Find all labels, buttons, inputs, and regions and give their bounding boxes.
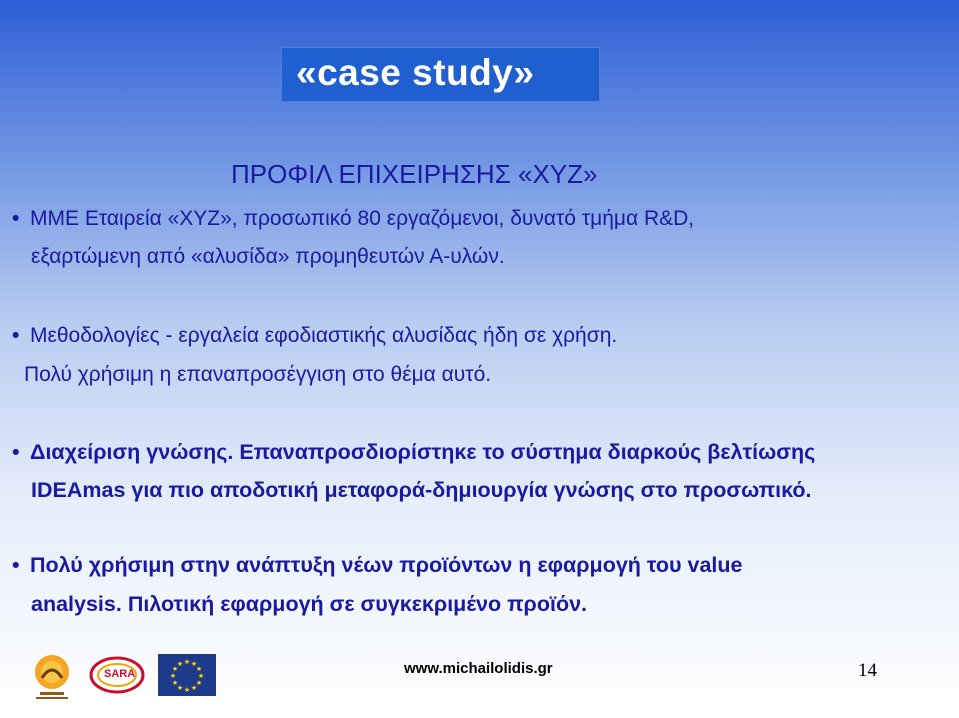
svg-text:★: ★ [195, 679, 203, 687]
bullet-3-line-1 [12, 440, 815, 465]
bullet-3-text-2: IDEAmas για πιο αποδοτική μεταφορά-δημιουργία γνώσης στο προσωπικό. [31, 478, 812, 502]
footer-website-url: www.michailolidis.gr [404, 660, 553, 677]
svg-text:★: ★ [197, 672, 205, 680]
bullet-dot: • [12, 324, 20, 347]
bullet-4-line-2 [31, 592, 587, 617]
svg-text:★: ★ [169, 672, 177, 680]
bullet-dot: • [12, 207, 20, 230]
bullet-4-line-1 [12, 553, 743, 578]
slide-title: «case study» [296, 52, 535, 93]
eu-flag-icon [158, 654, 216, 696]
bullet-dot: • [12, 553, 20, 577]
svg-text:★: ★ [190, 660, 198, 668]
bullet-4-text-2: analysis. Πιλοτική εφαρμογή σε συγκεκριμένο προϊόν. [31, 592, 588, 616]
svg-text:★: ★ [171, 679, 179, 687]
bullet-3-line-2 [31, 478, 811, 503]
svg-text:★: ★ [190, 684, 198, 692]
bullet-2-text-2: Πολύ χρήσιμη η επαναπροσέγγιση στο θέμα αυτό. [24, 363, 492, 386]
svg-text:★: ★ [176, 684, 184, 692]
bullet-3-text-1: Διαχείριση γνώσης. Επαναπροσδιορίστηκε το σύστημα διαρκούς βελτίωσης [30, 440, 816, 464]
svg-text:★: ★ [171, 665, 179, 673]
company-profile-heading: ΠΡΟΦΙΛ ΕΠΙΧΕΙΡΗΣΗΣ «XYZ» [231, 159, 598, 189]
bullet-1-text-2: εξαρτώμενη από «αλυσίδα» προμηθευτών Α-υλών. [31, 245, 505, 268]
bullet-2-line-1 [12, 324, 617, 348]
bullet-1-line-1 [12, 207, 694, 231]
svg-text:★: ★ [176, 660, 184, 668]
bullet-1-text-1: ΜΜΕ Εταιρεία «XYZ», προσωπικό 80 εργαζόμενοι, δυνατό τμήμα R&D, [30, 207, 695, 230]
bullet-1-line-2 [31, 245, 505, 269]
bullet-2-line-2 [24, 363, 491, 387]
svg-text:★: ★ [183, 658, 191, 666]
page-number: 14 [858, 660, 877, 681]
sara-logo-text: SARA [104, 668, 136, 680]
bullet-dot: • [12, 440, 20, 464]
bullet-2-text-1: Μεθοδολογίες - εργαλεία εφοδιαστικής αλυσίδας ήδη σε χρήση. [30, 324, 618, 347]
sun-logo-icon [30, 652, 74, 702]
svg-text:★: ★ [183, 686, 191, 694]
svg-text:★: ★ [195, 665, 203, 673]
bullet-4-text-1: Πολύ χρήσιμη στην ανάπτυξη νέων προϊόντων η εφαρμογή του value [30, 553, 743, 577]
